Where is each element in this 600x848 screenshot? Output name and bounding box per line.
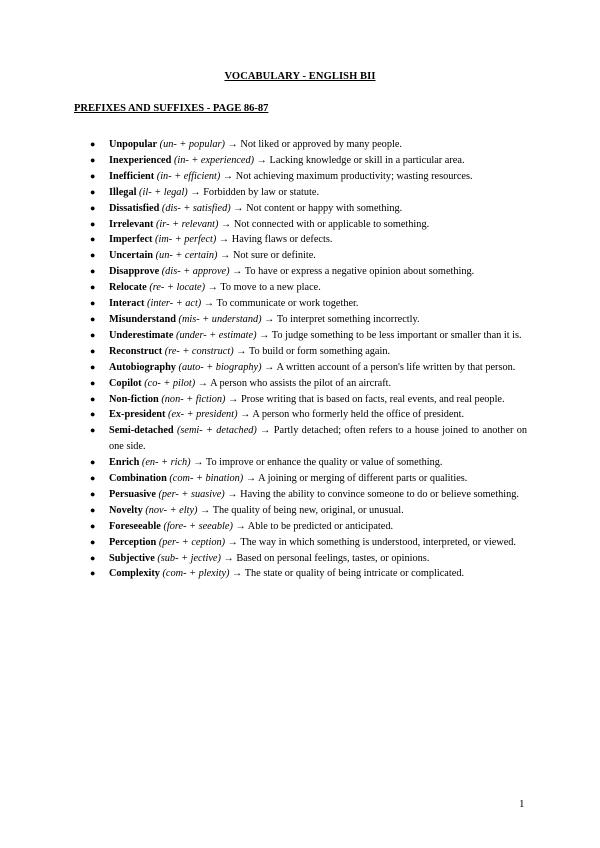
list-item xyxy=(90,392,527,408)
vocab-term: Unpopular xyxy=(109,139,158,150)
bullet-icon: ● xyxy=(90,154,96,165)
arrow-icon: → xyxy=(220,250,231,262)
vocab-term: Ex-president xyxy=(109,409,166,421)
vocab-parts: (inter- + act) xyxy=(147,298,202,310)
vocab-parts: (per- + ception) xyxy=(158,536,226,548)
arrow-icon: → xyxy=(228,393,239,405)
vocab-definition: To judge something to be less important or smaller than it is. xyxy=(271,329,522,341)
vocab-term: Subjective xyxy=(109,552,155,564)
vocab-definition: Having the ability to convince someone to do or believe something. xyxy=(240,488,519,500)
vocab-definition: Not content or happy with something. xyxy=(246,202,403,214)
vocab-parts: (il- + legal) xyxy=(139,186,188,198)
section-heading: PREFIXES AND SUFFIXES - PAGE 86-87 xyxy=(74,103,269,114)
bullet-icon: ● xyxy=(90,266,96,277)
arrow-icon: → xyxy=(227,536,238,548)
bullet-icon: ● xyxy=(90,202,96,213)
vocabulary-list xyxy=(90,137,527,582)
bullet-icon: ● xyxy=(90,552,96,563)
bullet-icon: ● xyxy=(90,377,96,388)
bullet-icon: ● xyxy=(90,186,96,197)
vocab-parts: (un- + popular) xyxy=(159,139,225,150)
vocab-definition: To communicate or work together. xyxy=(216,298,359,310)
list-item xyxy=(90,312,527,328)
vocab-definition: A person who formerly held the office of president. xyxy=(252,409,465,421)
arrow-icon: → xyxy=(203,298,215,310)
arrow-icon: → xyxy=(259,329,270,341)
vocab-parts: (ex- + president) xyxy=(168,409,238,421)
vocab-parts: (fore- + seeable) xyxy=(163,520,233,532)
vocab-term: Underestimate xyxy=(109,329,174,341)
vocab-definition: The state or quality of being intricate or complicated. xyxy=(244,568,465,580)
vocab-term: Relocate xyxy=(109,282,147,294)
bullet-icon: ● xyxy=(90,139,96,149)
list-item xyxy=(90,566,527,582)
vocab-term: Interact xyxy=(109,298,145,310)
bullet-icon: ● xyxy=(90,170,96,181)
arrow-icon: → xyxy=(245,473,257,485)
vocab-parts: (non- + fiction) xyxy=(161,393,226,405)
vocab-term: Dissatisfied xyxy=(109,202,160,214)
arrow-icon: → xyxy=(260,425,271,437)
bullet-icon: ● xyxy=(90,488,96,499)
arrow-icon: → xyxy=(207,282,218,294)
bullet-icon: ● xyxy=(90,218,96,229)
arrow-icon: → xyxy=(200,504,211,516)
bullet-icon: ● xyxy=(90,298,96,309)
vocab-term: Autobiography xyxy=(109,361,176,373)
vocab-definition: To move to a new place. xyxy=(220,282,321,294)
vocab-definition: Not achieving maximum productivity; wasting resources. xyxy=(235,170,473,182)
vocab-parts: (en- + rich) xyxy=(141,457,191,469)
document-title: VOCABULARY - ENGLISH BII xyxy=(224,71,376,82)
vocab-parts: (com- + bination) xyxy=(169,473,244,485)
bullet-icon: ● xyxy=(90,250,96,261)
vocab-parts: (mis- + understand) xyxy=(178,313,262,325)
vocab-parts: (re- + locate) xyxy=(149,282,206,294)
vocab-definition: A joining or merging of different parts or qualities. xyxy=(258,473,468,485)
vocab-term: Perception xyxy=(109,536,157,548)
arrow-icon: → xyxy=(223,552,234,564)
vocab-parts: (sub- + jective) xyxy=(157,552,221,564)
list-item xyxy=(90,169,527,185)
arrow-icon: → xyxy=(256,154,267,166)
bullet-icon: ● xyxy=(90,568,96,579)
list-item xyxy=(90,360,527,376)
bullet-icon: ● xyxy=(90,393,96,404)
vocab-definition: Forbidden by law or statute. xyxy=(203,186,320,198)
vocab-definition: Lacking knowledge or skill in a particular area. xyxy=(269,154,465,166)
arrow-icon: → xyxy=(227,139,238,150)
vocab-term: Disapprove xyxy=(109,266,160,278)
bullet-icon: ● xyxy=(90,409,96,420)
arrow-icon: → xyxy=(240,409,251,421)
vocab-definition: Not liked or approved by many people. xyxy=(240,139,402,150)
bullet-icon: ● xyxy=(90,329,96,340)
list-item xyxy=(90,407,527,423)
vocab-parts: (in- + efficient) xyxy=(156,170,221,182)
arrow-icon: → xyxy=(222,170,234,182)
list-item xyxy=(90,376,527,392)
arrow-icon: → xyxy=(264,313,275,325)
arrow-icon: → xyxy=(233,202,244,214)
list-item xyxy=(90,519,527,535)
vocab-definition: Not connected with or applicable to something. xyxy=(233,218,430,230)
bullet-icon: ● xyxy=(90,282,96,293)
vocab-definition: Not sure or definite. xyxy=(232,250,316,262)
arrow-icon: → xyxy=(227,488,238,500)
list-item xyxy=(90,248,527,264)
list-item xyxy=(90,137,527,153)
vocab-parts: (nov- + elty) xyxy=(145,504,198,516)
vocab-term: Complexity xyxy=(109,568,160,580)
vocab-parts: (co- + pilot) xyxy=(144,377,196,389)
bullet-icon: ● xyxy=(90,234,96,245)
arrow-icon: → xyxy=(232,568,243,580)
list-item xyxy=(90,423,527,455)
vocab-definition: To build or form something again. xyxy=(248,345,391,357)
vocab-definition: A written account of a person's life written by that person. xyxy=(276,361,516,373)
vocab-term: Uncertain xyxy=(109,250,154,262)
vocab-definition: To interpret something incorrectly. xyxy=(276,313,420,325)
vocab-term: Foreseeable xyxy=(109,520,161,532)
vocab-term: Copilot xyxy=(109,377,142,389)
list-item xyxy=(90,232,527,248)
vocab-term: Non-fiction xyxy=(109,393,159,405)
list-item xyxy=(90,185,527,201)
vocab-parts: (com- + plexity) xyxy=(162,568,230,580)
arrow-icon: → xyxy=(264,361,275,373)
vocab-term: Inefficient xyxy=(109,170,155,182)
list-item xyxy=(90,487,527,503)
vocab-definition: Prose writing that is based on facts, real events, and real people. xyxy=(240,393,505,405)
list-item xyxy=(90,503,527,519)
vocab-parts: (per- + suasive) xyxy=(158,488,225,500)
vocab-parts: (re- + construct) xyxy=(164,345,234,357)
bullet-icon: ● xyxy=(90,345,96,356)
vocab-definition: Based on personal feelings, tastes, or opinions. xyxy=(236,552,430,564)
vocab-term: Enrich xyxy=(109,457,140,469)
vocab-term: Novelty xyxy=(109,504,143,516)
vocab-term: Irrelevant xyxy=(109,218,154,230)
vocab-term: Illegal xyxy=(109,186,137,198)
arrow-icon: → xyxy=(193,457,204,469)
vocab-term: Combination xyxy=(109,473,167,485)
vocab-parts: (semi- + detached) xyxy=(176,425,257,437)
vocab-parts: (dis- + approve) xyxy=(161,266,230,278)
list-item xyxy=(90,344,527,360)
bullet-icon: ● xyxy=(90,313,96,324)
page-number: 1 xyxy=(519,798,525,810)
list-item xyxy=(90,264,527,280)
vocab-definition: To have or express a negative opinion about something. xyxy=(244,266,475,278)
vocab-definition: A person who assists the pilot of an aircraft. xyxy=(210,377,392,389)
vocab-term: Inexperienced xyxy=(109,154,172,166)
bullet-icon: ● xyxy=(90,457,96,468)
arrow-icon: → xyxy=(218,234,230,246)
bullet-icon: ● xyxy=(90,425,96,436)
vocab-term: Semi-detached xyxy=(109,425,174,437)
vocab-parts: (under- + estimate) xyxy=(176,329,257,341)
vocab-parts: (un- + certain) xyxy=(155,250,218,262)
bullet-icon: ● xyxy=(90,361,96,372)
list-item xyxy=(90,153,527,169)
vocab-term: Reconstruct xyxy=(109,345,163,357)
vocab-definition: The quality of being new, original, or unusual. xyxy=(212,504,404,516)
bullet-icon: ● xyxy=(90,504,96,515)
arrow-icon: → xyxy=(190,186,201,198)
arrow-icon: → xyxy=(197,377,209,389)
list-item xyxy=(90,455,527,471)
vocab-term: Misunderstand xyxy=(109,313,176,325)
arrow-icon: → xyxy=(236,345,247,357)
arrow-icon: → xyxy=(220,218,232,230)
vocab-parts: (ir- + relevant) xyxy=(156,218,219,230)
list-item xyxy=(90,535,527,551)
arrow-icon: → xyxy=(232,266,243,278)
vocab-parts: (auto- + biography) xyxy=(178,361,262,373)
vocab-definition: Partly detached; often refers to a house joined to another on one side. xyxy=(109,425,527,453)
vocab-parts: (in- + experienced) xyxy=(173,154,255,166)
vocab-definition: Having flaws or defects. xyxy=(231,234,333,246)
vocab-definition: To improve or enhance the quality or value of something. xyxy=(205,457,443,469)
list-item xyxy=(90,471,527,487)
vocab-definition: The way in which something is understood, interpreted, or viewed. xyxy=(240,536,517,548)
list-item xyxy=(90,217,527,233)
list-item xyxy=(90,201,527,217)
bullet-icon: ● xyxy=(90,536,96,547)
arrow-icon: → xyxy=(235,520,246,532)
bullet-icon: ● xyxy=(90,473,96,484)
vocab-definition: Able to be predicted or anticipated. xyxy=(247,520,394,532)
vocab-parts: (im- + perfect) xyxy=(155,234,217,246)
list-item xyxy=(90,296,527,312)
bullet-icon: ● xyxy=(90,520,96,531)
list-item xyxy=(90,551,527,567)
vocab-parts: (dis- + satisfied) xyxy=(161,202,231,214)
list-item xyxy=(90,280,527,296)
list-item xyxy=(90,328,527,344)
vocab-term: Persuasive xyxy=(109,488,156,500)
vocab-term: Imperfect xyxy=(109,234,153,246)
